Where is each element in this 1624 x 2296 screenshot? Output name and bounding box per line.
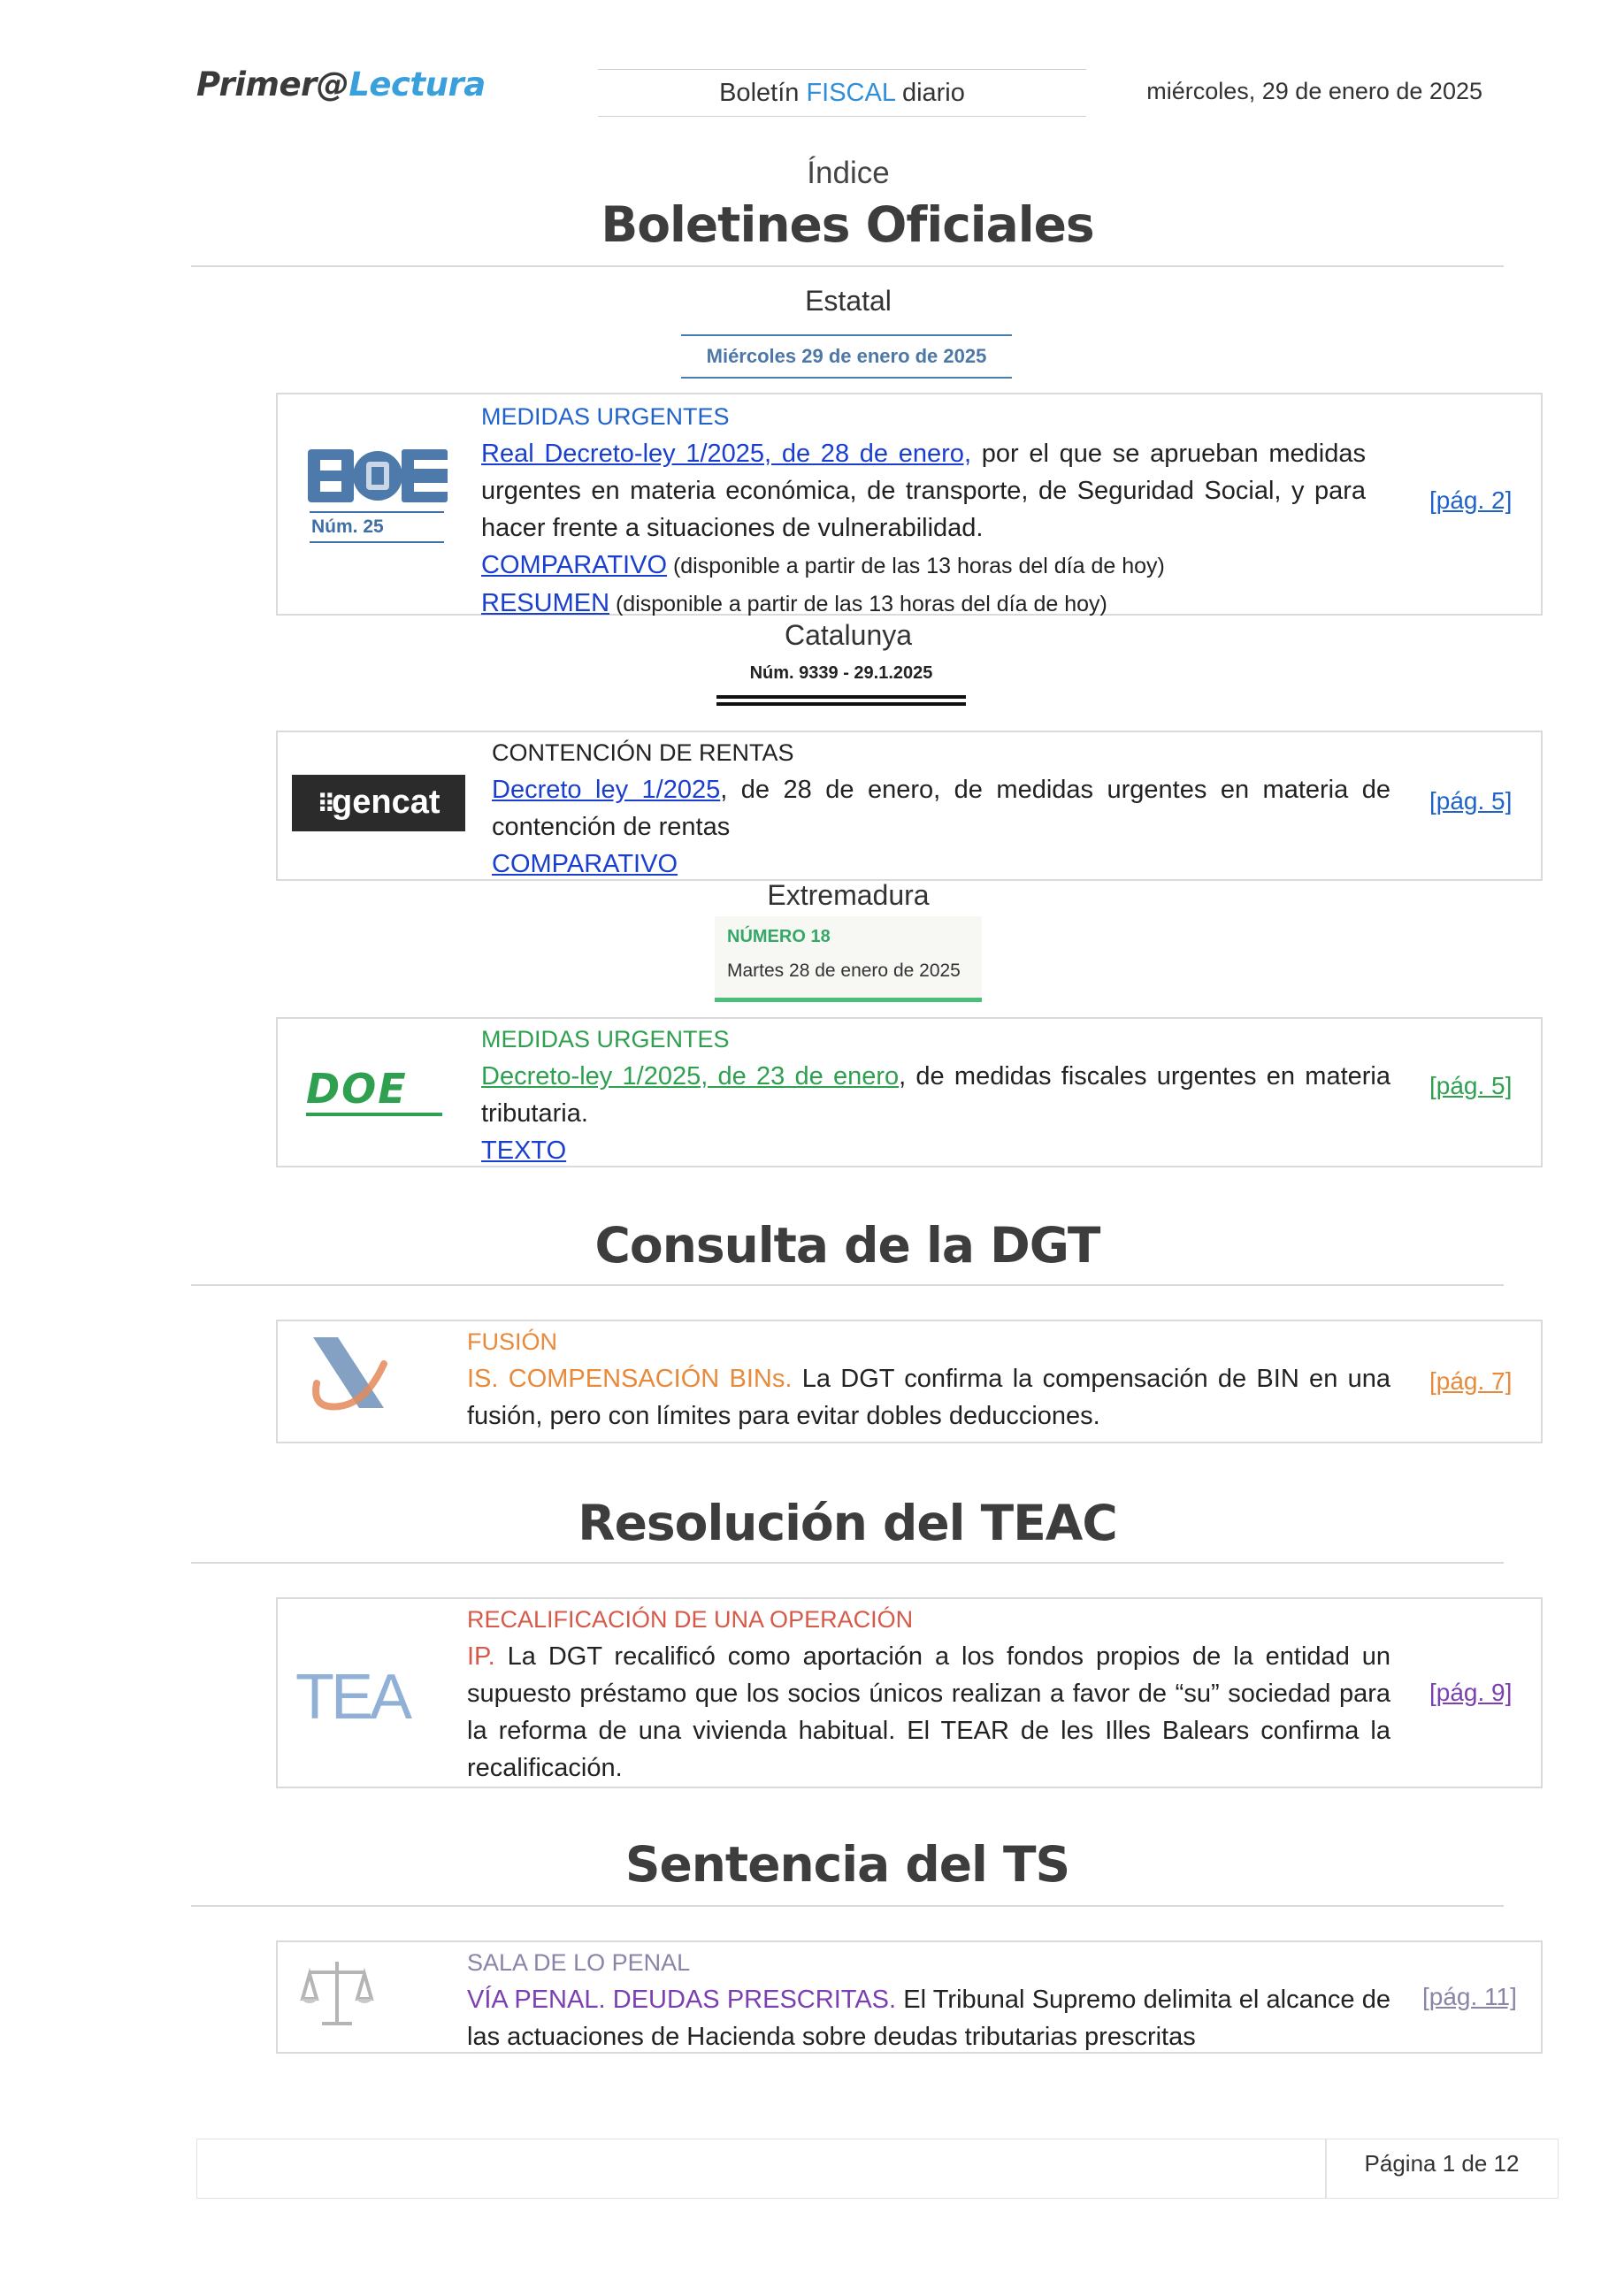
section-divider	[191, 1284, 1504, 1286]
section-divider	[191, 1562, 1504, 1564]
dgt-content	[467, 1323, 1390, 1435]
teac-category: RECALIFICACIÓN DE UNA OPERACIÓN	[467, 1606, 914, 1633]
gencat-category: CONTENCIÓN DE RENTAS	[492, 739, 794, 766]
section-title-dgt: Consulta de la DGT	[594, 1217, 1100, 1274]
boe-date-badge: Miércoles 29 de enero de 2025	[681, 334, 1012, 379]
teac-lead: IP.	[467, 1642, 495, 1671]
teac-description: IP. La DGT recalificó como aportación a los fondos propios de la entidad un supuesto préstamo que los socios únicos realizan a favor de “su” sociedad para la reforma de una vivienda habitual. El TEAR de les Illes Balears confirma la recalificación.	[467, 1642, 1390, 1782]
doe-texto-link[interactable]: TEXTO	[481, 1137, 567, 1165]
section-title-teac: Resolución del TEAC	[578, 1495, 1117, 1551]
logo-part2: Lectura	[349, 65, 486, 103]
doe-category: MEDIDAS URGENTES	[481, 1026, 730, 1052]
gencat-decree-link[interactable]: Decreto ley 1/2025	[492, 776, 721, 804]
logo-part1: Primer@	[196, 65, 349, 103]
boe-resumen-line: RESUMEN (disponible a partir de las 13 horas del día de hoy)	[481, 589, 1107, 617]
ts-entry	[276, 1940, 1543, 2054]
teac-page-link[interactable]: [pág. 9]	[1429, 1679, 1513, 1706]
boe-description: Real Decreto-ley 1/2025, de 28 de enero, por el que se aprueban medidas urgentes en materia económica, de transporte, de Seguridad Social, y para hacer frente a situaciones de vulnerabilidad.	[481, 440, 1366, 542]
gencat-comparativo-link[interactable]: COMPARATIVO	[492, 850, 678, 878]
cat-number-badge: Núm. 9339 - 29.1.2025	[749, 663, 933, 683]
doe-description: Decreto-ley 1/2025, de 23 de enero, de medidas fiscales urgentes en materia tributaria.	[481, 1062, 1390, 1128]
region-catalunya: Catalunya	[784, 619, 913, 651]
doe-date: Martes 28 de enero de 2025	[727, 960, 961, 981]
boe-entry	[276, 393, 1543, 616]
teac-entry	[276, 1597, 1543, 1788]
gencat-page-link[interactable]: [pág. 5]	[1429, 787, 1513, 815]
dgt-entry	[276, 1320, 1543, 1443]
cat-badge-rule	[716, 702, 966, 706]
bulletin-pre: Boletín	[719, 79, 807, 107]
boe-page-link[interactable]: [pág. 2]	[1429, 486, 1513, 514]
bulletin-fiscal: FISCAL	[806, 79, 895, 107]
doe-content	[481, 1021, 1390, 1169]
doe-page-link[interactable]: [pág. 5]	[1429, 1072, 1513, 1099]
gencat-entry	[276, 731, 1543, 881]
section-divider	[191, 265, 1504, 267]
boe-number: Núm. 25	[310, 511, 444, 543]
bulletin-title	[598, 69, 1086, 117]
dgt-page-link[interactable]: [pág. 7]	[1429, 1367, 1513, 1395]
brand-logo	[196, 65, 486, 103]
bulletin-post: diario	[894, 79, 965, 107]
ts-category: SALA DE LO PENAL	[467, 1949, 691, 1976]
doe-logo: DOE	[306, 1068, 442, 1116]
boe-comparativo-line: COMPARATIVO (disponible a partir de las 13 horas del día de hoy)	[481, 551, 1165, 579]
aeat-logo-icon	[304, 1328, 393, 1417]
boe-resumen-link[interactable]: RESUMEN	[481, 589, 610, 617]
dgt-description: IS. COMPENSACIÓN BINs. La DGT confirma la compensación de BIN en una fusión, pero con límites para evitar dobles deducciones.	[467, 1365, 1390, 1430]
cat-badge-rule	[716, 695, 966, 699]
ts-lead: VÍA PENAL. DEUDAS PRESCRITAS.	[467, 1986, 897, 2014]
scales-of-justice-icon	[297, 1955, 377, 2034]
boe-comparativo-link[interactable]: COMPARATIVO	[481, 551, 667, 579]
footer-left	[196, 2139, 1327, 2199]
footer-page-number: Página 1 de 12	[1325, 2139, 1559, 2199]
doe-decree-link[interactable]: Decreto-ley 1/2025, de 23 de enero	[481, 1062, 900, 1091]
gencat-dots-icon: ⠿	[317, 791, 333, 818]
ts-description: VÍA PENAL. DEUDAS PRESCRITAS. El Tribunal Supremo delimita el alcance de las actuaciones de Hacienda sobre deudas tributarias prescritas	[467, 1986, 1390, 2051]
boe-logo	[308, 449, 448, 538]
boe-logo-icon	[308, 449, 448, 502]
dgt-lead: IS. COMPENSACIÓN BINs.	[467, 1365, 793, 1393]
doe-entry	[276, 1017, 1543, 1167]
boe-content	[481, 398, 1366, 623]
ts-page-link[interactable]: [pág. 11]	[1422, 1983, 1517, 2010]
section-title-ts: Sentencia del TS	[624, 1836, 1070, 1893]
boe-category: MEDIDAS URGENTES	[481, 403, 730, 430]
dgt-category: FUSIÓN	[467, 1328, 558, 1355]
boe-decree-link[interactable]: Real Decreto-ley 1/2025, de 28 de enero,	[481, 440, 971, 468]
doe-number: NÚMERO 18	[727, 927, 831, 946]
doe-number-badge	[715, 916, 982, 1002]
ts-content	[467, 1944, 1390, 2055]
region-extremadura: Extremadura	[767, 879, 930, 911]
gencat-description: Decreto ley 1/2025, de 28 de enero, de medidas urgentes en materia de contención de rentas	[492, 776, 1390, 841]
region-estatal: Estatal	[805, 285, 892, 317]
header-date: miércoles, 29 de enero de 2025	[1146, 78, 1482, 104]
teac-content	[467, 1601, 1390, 1787]
index-label: Índice	[807, 156, 890, 190]
section-title-boletines: Boletines Oficiales	[601, 196, 1094, 253]
tea-logo: TEA	[295, 1662, 410, 1733]
gencat-content	[492, 734, 1390, 883]
section-divider	[191, 1905, 1504, 1907]
gencat-logo: ⠿gencat	[292, 775, 465, 831]
